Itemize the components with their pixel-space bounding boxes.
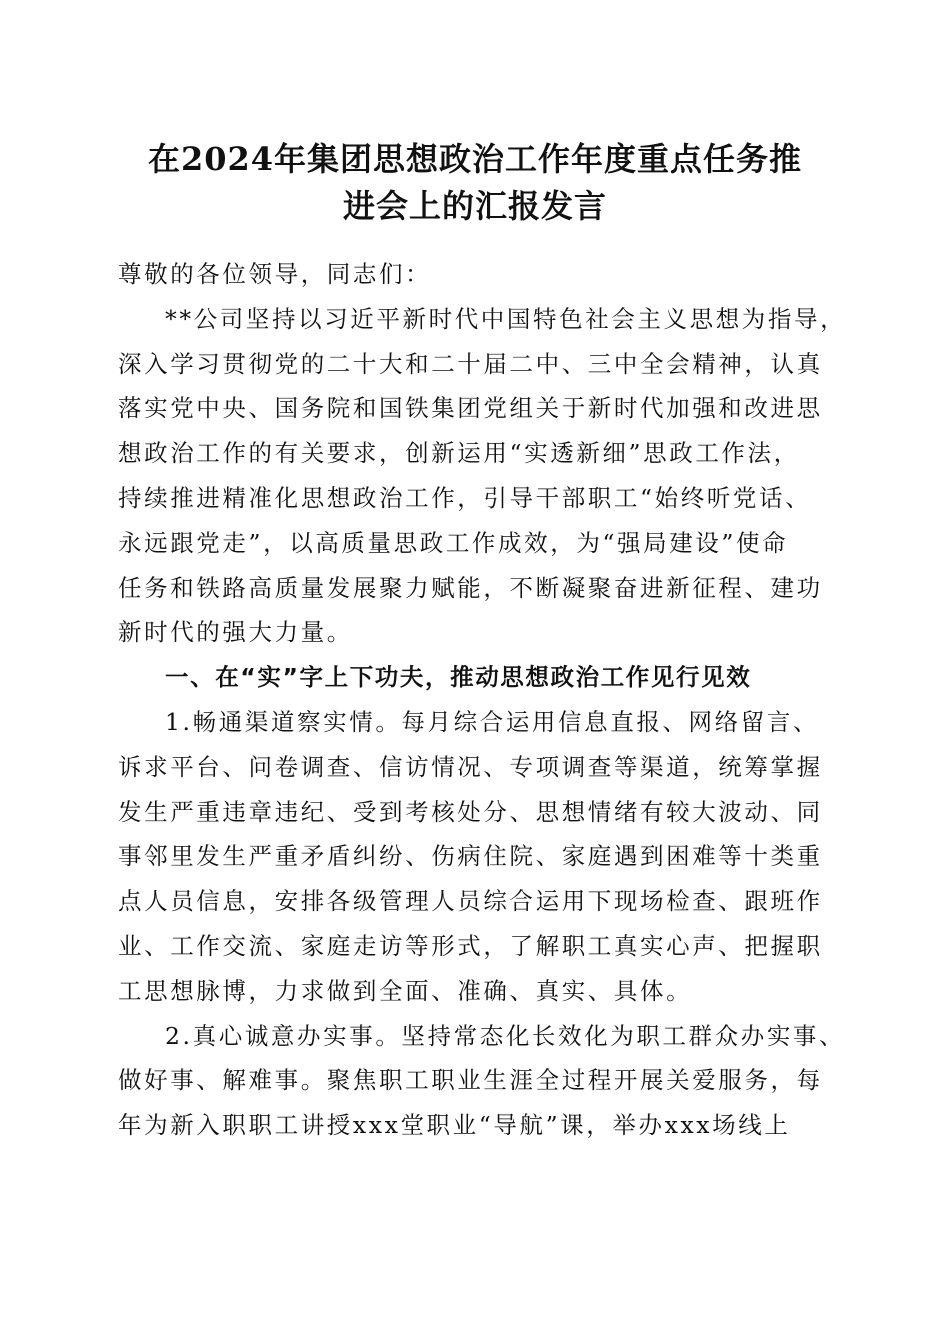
paragraph-line: 1.畅通渠道察实情。每月综合运用信息直报、网络留言、 <box>165 707 820 736</box>
title-line-2: 进会上的汇报发言 <box>342 187 607 225</box>
paragraph-line: 工思想脉博，力求做到全面、准确、真实、具体。 <box>118 976 693 1005</box>
salutation-text: 尊敬的各位领导，同志们： <box>118 260 432 288</box>
section-heading-1 <box>118 655 838 700</box>
document-body <box>118 252 847 1148</box>
paragraph-line: 发生严重违章违纪、受到考核处分、思想情绪有较大波动、同 <box>118 797 823 826</box>
paragraph-line: 业、工作交流、家庭走访等形式，了解职工真实心声、把握职 <box>118 931 823 960</box>
paragraph-line: 做好事、解难事。聚焦职工职业生涯全过程开展关爱服务，每 <box>118 1066 823 1095</box>
paragraph-line: 事邻里发生严重矛盾纠纷、伤病住院、家庭遇到困难等十类重 <box>118 842 823 871</box>
paragraph-intro <box>118 297 847 655</box>
item-1-paragraph <box>118 700 838 1014</box>
salutation <box>118 252 838 297</box>
paragraph-line: 深入学习贯彻党的二十大和二十届二中、三中全会精神，认真 <box>118 349 823 378</box>
paragraph-line: 年为新入职职工讲授xxx堂职业“导航”课，举办xxx场线上 <box>118 1111 791 1140</box>
paragraph-line: 点人员信息，安排各级管理人员综合运用下现场检查、跟班作 <box>118 887 823 916</box>
paragraph-line: **公司坚持以习近平新时代中国特色社会主义思想为指导， <box>165 304 847 333</box>
document-title <box>110 136 840 230</box>
paragraph-line: 2.真心诚意办实事。坚持常态化长效化为职工群众办实事、 <box>165 1021 846 1050</box>
section-heading-text: 一、在“实”字上下功夫，推动思想政治工作见行见效 <box>165 663 752 692</box>
paragraph-line: 想政治工作的有关要求，创新运用“实透新细”思政工作法， <box>118 439 800 468</box>
title-line-1: 在2024年集团思想政治工作年度重点任务推 <box>147 140 803 178</box>
paragraph-line: 任务和铁路高质量发展聚力赋能，不断凝聚奋进新征程、建功 <box>118 573 823 602</box>
paragraph-line: 落实党中央、国务院和国铁集团党组关于新时代加强和改进思 <box>118 394 823 423</box>
paragraph-line: 持续推进精准化思想政治工作，引导干部职工“始终听党话、 <box>118 483 812 512</box>
paragraph-line: 诉求平台、问卷调查、信访情况、专项调查等渠道，统筹掌握 <box>118 752 823 781</box>
paragraph-line: 新时代的强大力量。 <box>118 618 353 647</box>
paragraph-line: 永远跟党走”，以高质量思政工作成效，为“强局建设”使命 <box>118 528 789 557</box>
item-2-paragraph <box>118 1014 846 1148</box>
